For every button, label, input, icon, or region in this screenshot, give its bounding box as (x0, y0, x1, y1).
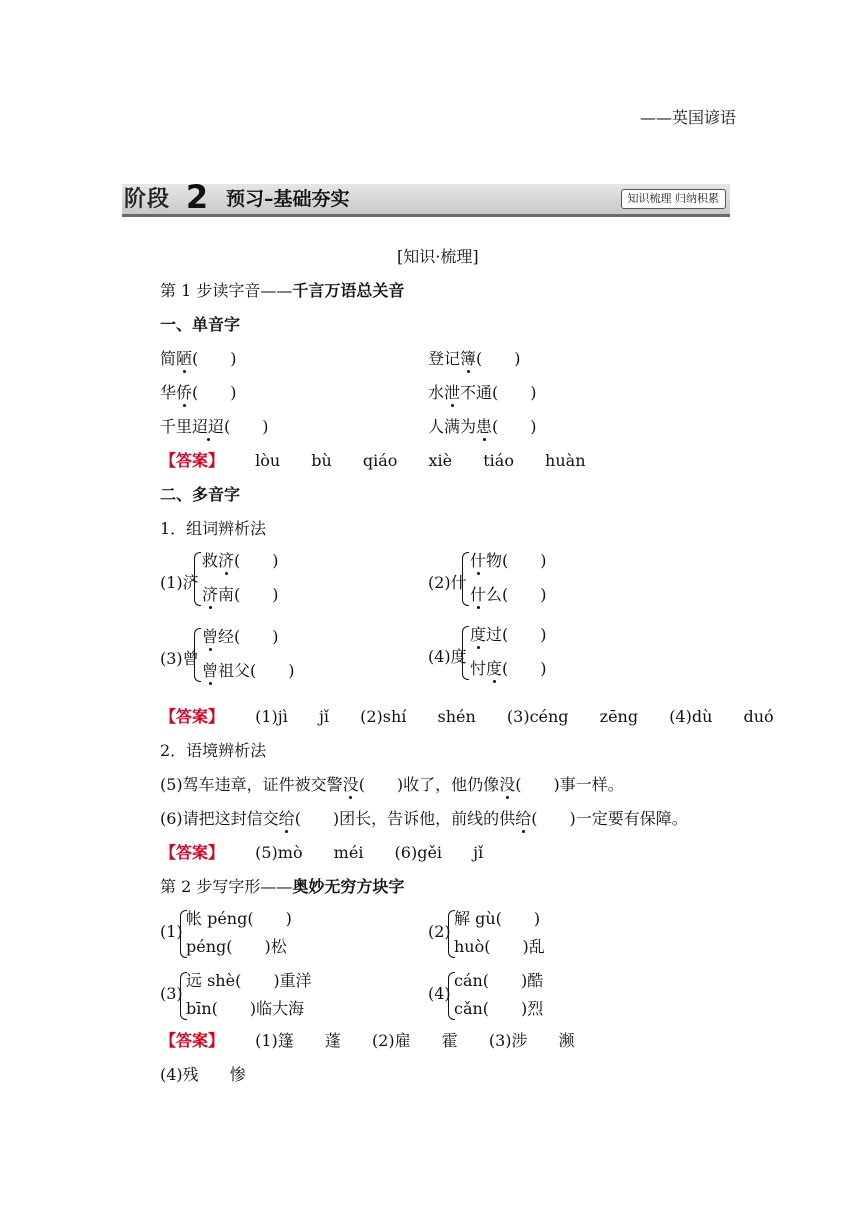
item-text: ( ) (192, 349, 237, 368)
brace-shape (462, 626, 469, 680)
single-item (428, 414, 537, 437)
item-text: 救 (202, 551, 219, 570)
group-label: (2)什 (428, 573, 467, 592)
single-item (428, 380, 537, 403)
step1-heading (160, 278, 404, 301)
dotted-char: 给 (515, 809, 532, 828)
dotted-char: 没 (342, 775, 359, 794)
group-line (470, 656, 547, 679)
glyph-group (160, 906, 380, 962)
dotted-char: 曾 (202, 661, 219, 680)
group-line: huò( )乱 (454, 937, 545, 956)
banner-title: 预习–基础夯实 (226, 188, 350, 210)
polyphone-group (428, 622, 628, 682)
group-label: (2) (428, 922, 451, 941)
item-text: 不通( ) (460, 383, 537, 402)
item-text: 水 (428, 383, 445, 402)
item-text: 南( ) (218, 585, 279, 604)
answer-label: 【答案】 (160, 451, 225, 470)
group-label: (3) (160, 984, 183, 1003)
method1-heading: 1．组词辨析法 (160, 519, 267, 538)
item-text: 物( ) (486, 551, 547, 570)
brace-shape (194, 628, 201, 682)
group-label: (1)济 (160, 573, 199, 592)
dotted-char: 度 (470, 625, 487, 644)
single-item (160, 380, 237, 403)
group-line: 远 shè( )重洋 (186, 971, 312, 990)
answer-value: méi (333, 843, 364, 862)
item-text: 简 (160, 349, 177, 368)
item-text: ( ) (492, 417, 537, 436)
answer-value: shén (437, 707, 476, 726)
item-text: 么( ) (486, 585, 547, 604)
item-text: ( ) (234, 551, 279, 570)
single-item (428, 346, 521, 369)
brace-shape (462, 552, 469, 606)
group-line (470, 622, 547, 645)
item-text: ( )收了，他仍像 (358, 775, 500, 794)
glyph-group (428, 906, 648, 962)
answer-value: 惨 (229, 1065, 246, 1084)
glyph-group (160, 968, 380, 1024)
answer-value: 霍 (441, 1031, 458, 1050)
group-label: (3)曾 (160, 649, 199, 668)
dotted-char: 度 (486, 659, 503, 678)
group-line (202, 658, 295, 681)
single-item (160, 414, 269, 437)
single-item (160, 346, 237, 369)
answer-value: (4)dù (669, 707, 713, 726)
item-text: ( ) (476, 349, 521, 368)
item-text: ( )团长，告诉他，前线的供 (294, 809, 516, 828)
answer-value: (1)篷 (255, 1031, 294, 1050)
answer-line-3 (160, 840, 483, 863)
answer-value: jǐ (473, 843, 484, 862)
glyph-group (428, 968, 648, 1024)
group-line: cǎn( )烈 (454, 999, 544, 1018)
answer-label: 【答案】 (160, 1031, 225, 1050)
item-text: 忖 (470, 659, 487, 678)
step2-title: 奥妙无穷方块字 (292, 877, 405, 896)
step1-title: 千言万语总关音 (292, 281, 405, 300)
dotted-char: 泄 (444, 383, 461, 402)
answer-value: bù (311, 451, 332, 470)
item-text: ( )一定要有保障。 (531, 809, 688, 828)
group-line: 帐 péng( ) (186, 909, 292, 928)
group-line (202, 624, 279, 647)
item-text: 人满为 (428, 417, 477, 436)
item-text: ( ) (224, 417, 269, 436)
step2-prefix: 第 2 步写字形—— (160, 877, 293, 896)
banner-stage-number: 2 (185, 178, 209, 216)
group-line (202, 582, 279, 605)
dotted-char: 曾 (202, 627, 219, 646)
answer-value: (5)mò (255, 843, 303, 862)
answer-value: (3)céng (506, 707, 569, 726)
answer-line-2 (160, 704, 774, 727)
answer-value: 濒 (558, 1031, 575, 1050)
answer-line-4 (160, 1028, 575, 1051)
answer-value: huàn (545, 451, 586, 470)
answer-line-4-cont (160, 1062, 246, 1085)
group-line: péng( )松 (186, 937, 287, 956)
polyphone-group (428, 548, 628, 608)
item-text: 华 (160, 383, 177, 402)
group-line (470, 548, 547, 571)
item-text: ( )事一样。 (515, 775, 624, 794)
item-text: ( ) (192, 383, 237, 402)
answer-value: lòu (255, 451, 281, 470)
quote-source: ——英国谚语 (639, 108, 736, 127)
group-line: cán( )酷 (454, 971, 544, 990)
answer-value: (2)shí (360, 707, 407, 726)
dotted-char: 侨 (176, 383, 193, 402)
answer-value: xiè (428, 451, 453, 470)
item-text: 千里 (160, 417, 193, 436)
method2-heading: 2．语境辨析法 (160, 741, 267, 760)
answer-value: qiáo (362, 451, 398, 470)
dotted-char: 没 (499, 775, 516, 794)
answer-value: (6)gěi (394, 843, 443, 862)
part2-heading: 二、多音字 (160, 485, 241, 504)
item-text: 登记 (428, 349, 461, 368)
group-label: (4)度 (428, 647, 467, 666)
dotted-char: 给 (278, 809, 295, 828)
answer-value: duó (743, 707, 774, 726)
group-label: (4) (428, 984, 451, 1003)
group-line: 解 gù( ) (454, 909, 541, 928)
answer-value: (2)雇 (371, 1031, 411, 1050)
dotted-char: 什 (470, 585, 487, 604)
answer-value: (3)涉 (488, 1031, 528, 1050)
stage-banner (122, 178, 730, 217)
dotted-char: 陋 (176, 349, 193, 368)
answer-label: 【答案】 (160, 707, 225, 726)
answer-label: 【答案】 (160, 843, 225, 862)
step2-heading (160, 874, 404, 897)
item-text: 过( ) (486, 625, 547, 644)
banner-stage: 阶段 (124, 186, 171, 212)
answer-line-1 (160, 448, 586, 471)
dotted-char: 济 (218, 551, 235, 570)
answer-value: tiáo (483, 451, 514, 470)
answer-value: 蓬 (324, 1031, 341, 1050)
dotted-char: 什 (470, 551, 487, 570)
item-text: 祖父( ) (218, 661, 295, 680)
group-label: (1) (160, 922, 183, 941)
dotted-char: 簿 (460, 349, 477, 368)
step1-prefix: 第 1 步读字音—— (160, 281, 293, 300)
group-line (202, 548, 279, 571)
section-title: [知识·梳理] (397, 247, 479, 266)
group-line: bīn( )临大海 (186, 999, 305, 1018)
answer-value: jǐ (318, 707, 330, 726)
item-text: (5)驾车违章，证件被交警 (160, 775, 343, 794)
part1-heading: 一、单音字 (160, 315, 241, 334)
dotted-char: 济 (202, 585, 219, 604)
dotted-char: 患 (476, 417, 493, 436)
answer-value: (4)残 (160, 1065, 199, 1084)
group-line (470, 582, 547, 605)
answer-value: (1)jì (255, 707, 288, 726)
polyphone-group (160, 624, 360, 684)
item-text: ( ) (502, 659, 547, 678)
banner-tag: 知识梳理 归纳积累 (621, 189, 727, 209)
dotted-char: 迢迢 (192, 417, 225, 436)
context-sentence-5 (160, 772, 624, 795)
brace-shape (194, 552, 201, 606)
context-sentence-6 (160, 806, 688, 829)
item-text: (6)请把这封信交 (160, 809, 279, 828)
polyphone-group (160, 548, 360, 608)
item-text: 经( ) (218, 627, 279, 646)
answer-value: zēng (599, 707, 639, 726)
